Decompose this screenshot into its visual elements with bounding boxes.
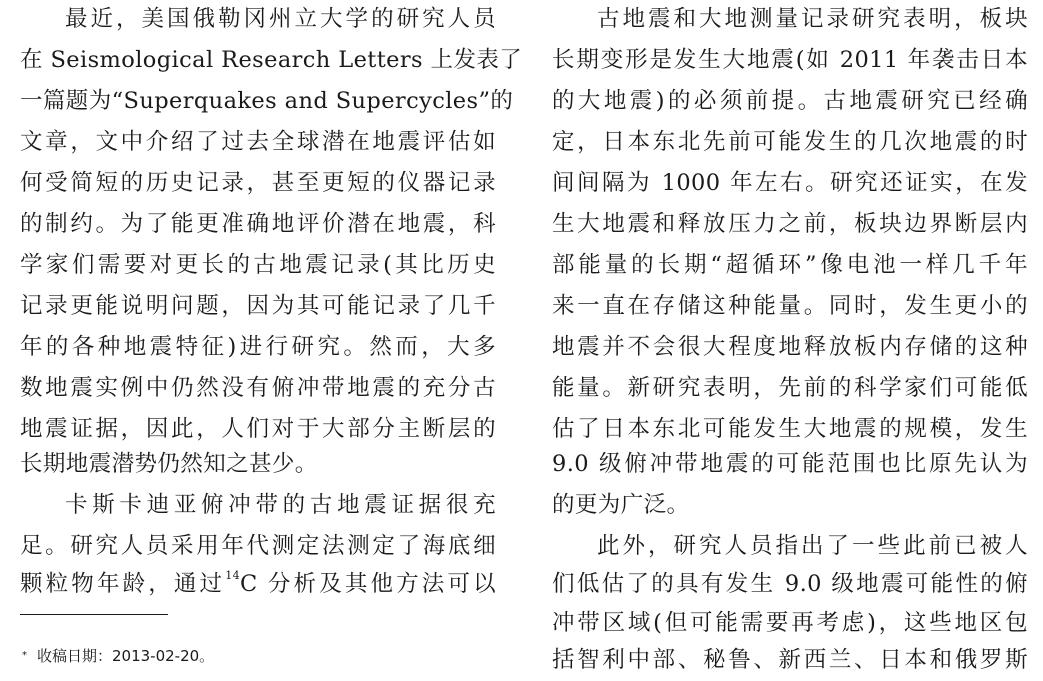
footnote (22, 645, 214, 667)
text-line: 长期地震潜势仍然知之甚少。 (20, 451, 318, 477)
text-line: 的大地震)的必须前提。古地震研究已经确 (552, 88, 1028, 114)
text-segment: 颗粒物年龄，通过 (20, 571, 226, 597)
text-line: 此外，研究人员指出了一些此前已被人 (597, 533, 1028, 559)
text-line: 卡斯卡迪亚俯冲带的古地震证据很充 (65, 492, 496, 518)
text-line: 长期变形是发生大地震(如 2011 年袭击日本 (552, 47, 1028, 73)
text-line (20, 566, 496, 602)
text-line: 定，日本东北先前可能发生的几次地震的时 (552, 129, 1028, 155)
footnote-divider (20, 614, 168, 615)
text-line: 括智利中部、秘鲁、新西兰、日本和俄罗斯 (552, 647, 1028, 673)
text-line: 地震并不会很大程度地释放板内存储的这种 (552, 334, 1028, 360)
text-line: 何受简短的历史记录，甚至更短的仪器记录 (20, 170, 496, 196)
text-line: 最近，美国俄勒冈州立大学的研究人员 (65, 6, 496, 32)
text-line: 部能量的长期“超循环”像电池一样几千年 (552, 252, 1028, 278)
superscript-14: 14 (225, 569, 240, 582)
text-segment: C 分析及其他方法可以 (240, 571, 496, 597)
text-line: 记录更能说明问题，因为其可能记录了几千 (20, 293, 496, 319)
text-line: 在 Seismological Research Letters 上发表了 (20, 47, 523, 73)
text-line: 数地震实例中仍然没有俯冲带地震的充分古 (20, 375, 496, 401)
text-line: 间间隔为 1000 年左右。研究还证实，在发 (552, 170, 1028, 196)
text-line: 能量。新研究表明，先前的科学家们可能低 (552, 375, 1028, 401)
text-line: 古地震和大地测量记录研究表明，板块 (597, 6, 1028, 32)
text-line: 的制约。为了能更准确地评价潜在地震，科 (20, 211, 496, 237)
footnote-text: 收稿日期：2013-02-20。 (37, 647, 215, 665)
text-line: 估了日本东北可能发生大地震的规模，发生 (552, 416, 1028, 442)
footnote-marker: * (22, 650, 27, 661)
text-line: 9.0 级俯冲带地震的可能范围也比原先认为 (552, 451, 1028, 477)
text-line: 们低估了的具有发生 9.0 级地震可能性的俯 (552, 571, 1028, 597)
text-line: 冲带区域(但可能需要再考虑)，这些地区包 (552, 610, 1028, 636)
text-line: 来一直在存储这种能量。同时，发生更小的 (552, 293, 1028, 319)
text-line: 一篇题为“Superquakes and Supercycles”的 (20, 88, 514, 114)
text-line: 足。研究人员采用年代测定法测定了海底细 (20, 533, 496, 559)
text-line: 学家们需要对更长的古地震记录(其比历史 (20, 252, 496, 278)
text-line: 的更为广泛。 (552, 492, 690, 518)
text-line: 地震证据，因此，人们对于大部分主断层的 (20, 416, 496, 442)
text-line: 生大地震和释放压力之前，板块边界断层内 (552, 211, 1028, 237)
text-line: 年的各种地震特征)进行研究。然而，大多 (20, 334, 496, 360)
text-line: 文章，文中介绍了过去全球潜在地震评估如 (20, 129, 496, 155)
